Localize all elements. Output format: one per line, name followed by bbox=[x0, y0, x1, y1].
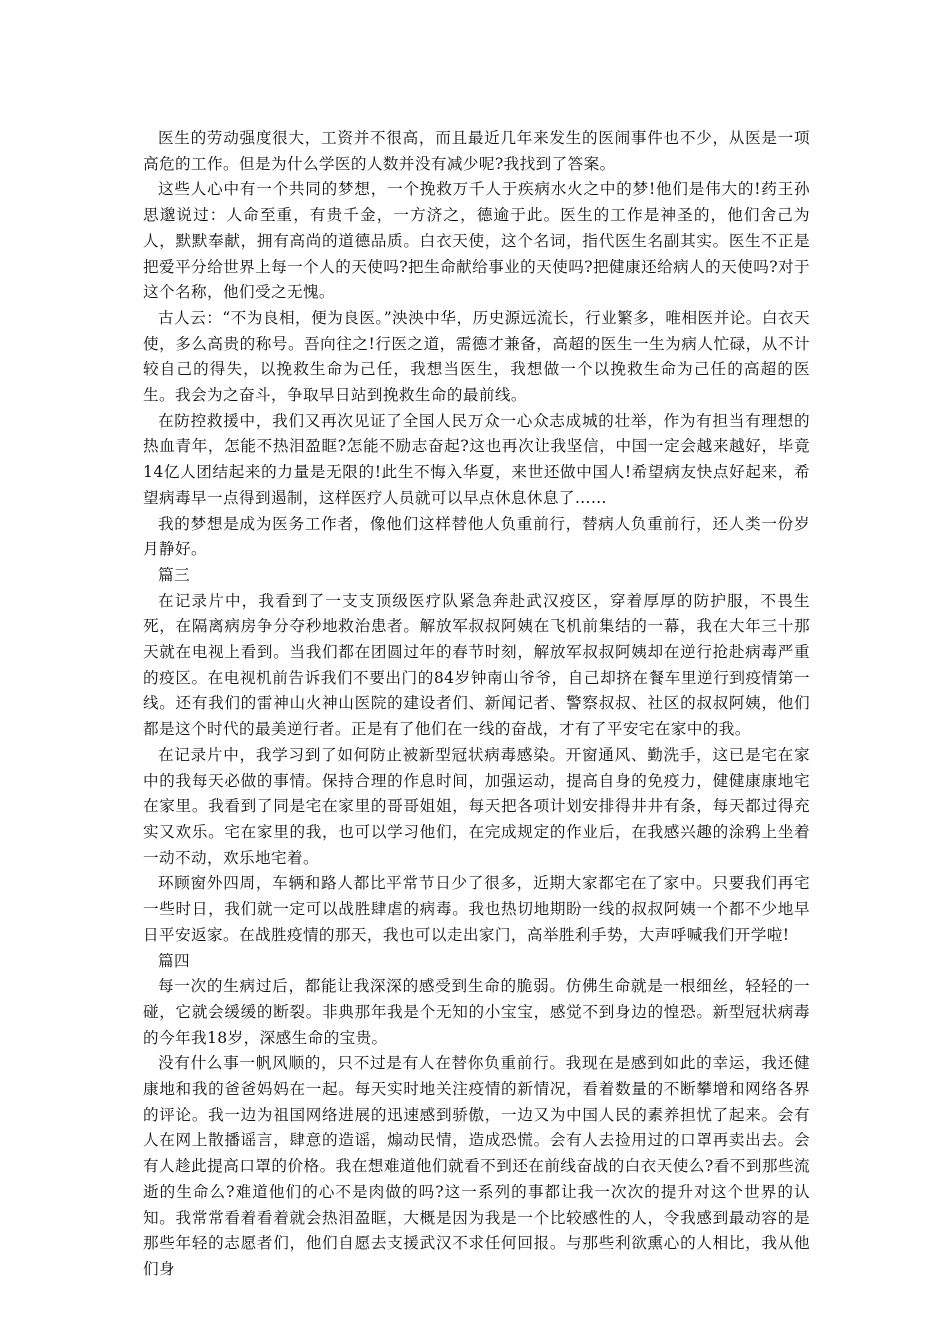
paragraph: 环顾窗外四周，车辆和路人都比平常节日少了很多，近期大家都宅在了家中。只要我们再宅一些时日，我们就一定可以战胜肆虐的病毒。我也热切地期盼一线的叔叔阿姨一个都不少地早日平安返家。在战胜疫情的那天，我也可以走出家门，高举胜利手势，大声呼喊我们开学啦! bbox=[143, 874, 810, 944]
paragraph: 每一次的生病过后，都能让我深深的感受到生命的脆弱。仿佛生命就是一根细丝，轻轻的一碰，它就会缓缓的断裂。非典那年我是个无知的小宝宝，感觉不到身边的惶恐。新型冠状病毒的今年我18岁，深感生命的宝贵。 bbox=[143, 977, 810, 1047]
paragraph: 在防控救援中，我们又再次见证了全国人民万众一心众志成城的壮举，作为有担当有理想的热血青年，怎能不热泪盈眶?怎能不励志奋起?这也再次让我坚信，中国一定会越来越好，毕竟14亿人团结起来的力量是无限的!此生不悔入华夏，来世还做中国人!希望病友快点好起来，希望病毒早一点得到遏制，这样医疗人员就可以早点休息休息了…… bbox=[143, 411, 810, 507]
paragraph: 古人云：“不为良相，便为良医。”泱泱中华，历史源远流长，行业繁多，唯相医并论。白衣天使，多么高贵的称号。吾向往之!行医之道，需德才兼备，高超的医生一生为病人忙碌，从不计较自己的得失，以挽救生命为己任，我想当医生，我想做一个以挽救生命为己任的高超的医生。我会为之奋斗，争取早日站到挽救生命的最前线。 bbox=[143, 308, 810, 405]
paragraph: 我的梦想是成为医务工作者，像他们这样替他人负重前行，替病人负重前行，还人类一份岁月静好。 bbox=[143, 514, 810, 559]
paragraph: 没有什么事一帆风顺的，只不过是有人在替你负重前行。我现在是感到如此的幸运，我还健康地和我的爸爸妈妈在一起。每天实时地关注疫情的新情况，看着数量的不断攀增和网络各界的评论。我一边为祖国网络进展的迅速感到骄傲，一边又为中国人民的素养担忧了起来。会有人在网上散播谣言，肆意的造谣，煽动民情，造成恐慌。会有人去捡用过的口罩再卖出去。会有人趁此提高口罩的价格。我在想难道他们就看不到还在前线奋战的白衣天使么?看不到那些流逝的生命么?难道他们的心不是肉做的吗?这一系列的事都让我一次次的提升对这个世界的认知。我常常看着看着就会热泪盈眶，大概是因为我是一个比较感性的人，令我感到最动容的是那些年轻的志愿者们，他们自愿去支援武汉不求任何回报。与那些利欲熏心的人相比，我从他们身 bbox=[143, 1054, 810, 1278]
section-heading: 篇四 bbox=[158, 951, 190, 970]
paragraph: 这些人心中有一个共同的梦想，一个挽救万千人于疾病水火之中的梦!他们是伟大的!药王孙思邈说过：人命至重，有贵千金，一方济之，德逾于此。医生的工作是神圣的，他们舍己为人，默默奉献，拥有高尚的道德品质。白衣天使，这个名词，指代医生名副其实。医生不正是把爱平分给世界上每一个人的天使吗?把生命献给事业的天使吗?把健康还给病人的天使吗?对于这个名称，他们受之无愧。 bbox=[143, 180, 810, 302]
paragraph: 在记录片中，我看到了一支支顶级医疗队紧急奔赴武汉疫区，穿着厚厚的防护服，不畏生死，在隔离病房争分夺秒地救治患者。解放军叔叔阿姨在飞机前集结的一幕，我在大年三十那天就在电视上看到。当我们都在团圆过年的春节时刻，解放军叔叔阿姨却在逆行抢赴病毒严重的疫区。在电视机前告诉我们不要出门的84岁钟南山爷爷，自己却挤在餐车里逆行到疫情第一线。还有我们的雷神山火神山医院的建设者们、新闻记者、警察叔叔、社区的叔叔阿姨，他们都是这个时代的最美逆行者。正是有了他们在一线的奋战，才有了平安宅在家中的我。 bbox=[143, 591, 810, 739]
document-body bbox=[143, 126, 810, 1283]
paragraph: 医生的劳动强度很大，工资并不很高，而且最近几年来发生的医闹事件也不少，从医是一项高危的工作。但是为什么学医的人数并没有减少呢?我找到了答案。 bbox=[143, 129, 810, 173]
paragraph: 在记录片中，我学习到了如何防止被新型冠状病毒感染。开窗通风、勤洗手，这已是宅在家中的我每天必做的事情。保持合理的作息时间，加强运动，提高自身的免疫力，健健康康地宅在家里。我看到了同是宅在家里的哥哥姐姐，每天把各项计划安排得井井有条，每天都过得充实又欢乐。宅在家里的我，也可以学习他们，在完成规定的作业后，在我感兴趣的涂鸦上坐着一动不动，欢乐地宅着。 bbox=[143, 745, 810, 867]
section-heading: 篇三 bbox=[158, 565, 190, 584]
